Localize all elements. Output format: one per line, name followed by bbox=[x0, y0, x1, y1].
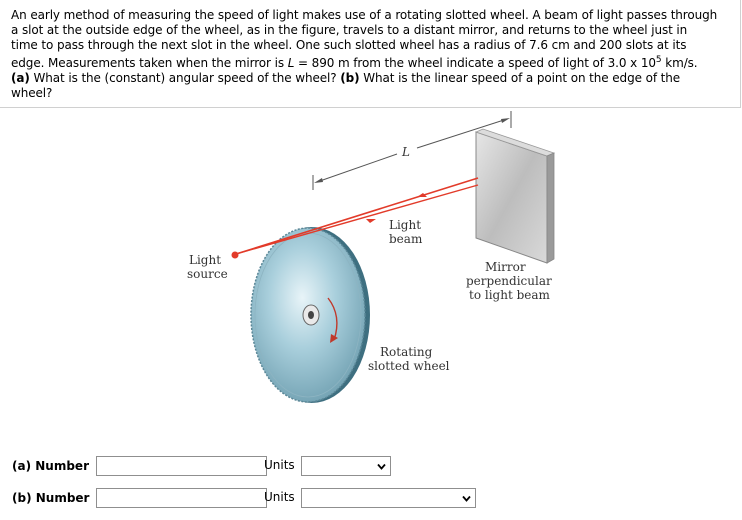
answer-a-label: (a) Number bbox=[12, 459, 89, 473]
problem-line-2: a slot at the outside edge of the wheel, as in the figure, travels to a distant mirror, and returns to the wheel just in bbox=[11, 23, 688, 38]
variable-L: L bbox=[287, 55, 295, 70]
answer-a-number-input[interactable] bbox=[96, 456, 267, 476]
chevron-down-icon bbox=[377, 462, 386, 471]
answer-b-label: (b) Number bbox=[12, 491, 90, 505]
problem-line-5: (a) What is the (constant) angular speed of the wheel? (b) What is the linear speed of a point on the edge of the bbox=[11, 70, 681, 85]
problem-line-1: An early method of measuring the speed of light makes use of a rotating slotted wheel. A beam of light passes through bbox=[11, 8, 718, 22]
answer-a-units-select[interactable] bbox=[301, 456, 391, 476]
light-beam bbox=[232, 178, 479, 259]
light-beam-label-1: Light bbox=[389, 218, 422, 232]
mirror-label-3: to light beam bbox=[469, 288, 550, 302]
problem-line-4: edge. Measurements taken when the mirror is L = 890 m from the wheel indicate a speed of light of 3.0 x $10^5$ km/s. bbox=[11, 54, 698, 70]
chevron-down-icon bbox=[462, 494, 471, 503]
slotted-wheel bbox=[251, 227, 370, 403]
mirror bbox=[476, 129, 554, 263]
answer-row-b bbox=[12, 488, 492, 510]
wheel-label-2: slotted wheel bbox=[368, 359, 450, 373]
problem-statement bbox=[11, 8, 737, 101]
exponent: 5 bbox=[655, 54, 662, 65]
problem-line-6: wheel? bbox=[11, 86, 53, 101]
problem-line-3: time to pass through the next slot in the wheel. One such slotted wheel has a radius of 7.6 cm and 200 slots at its bbox=[11, 38, 687, 53]
distance-label: L bbox=[402, 145, 410, 159]
mirror-label-2: perpendicular bbox=[466, 274, 552, 288]
answer-row-a bbox=[12, 456, 472, 478]
answer-b-number-input[interactable] bbox=[96, 488, 267, 508]
light-source-label-2: source bbox=[187, 267, 228, 281]
slotted-wheel-figure bbox=[0, 108, 742, 408]
mirror-label-1: Mirror bbox=[485, 260, 526, 274]
answer-b-units-select[interactable] bbox=[301, 488, 476, 508]
answer-b-units-label: Units bbox=[264, 490, 295, 504]
wheel-label-1: Rotating bbox=[380, 345, 433, 359]
light-beam-label-2: beam bbox=[389, 232, 423, 246]
light-source-dot bbox=[232, 252, 239, 259]
light-source-label-1: Light bbox=[189, 253, 222, 267]
answer-a-units-label: Units bbox=[264, 458, 295, 472]
